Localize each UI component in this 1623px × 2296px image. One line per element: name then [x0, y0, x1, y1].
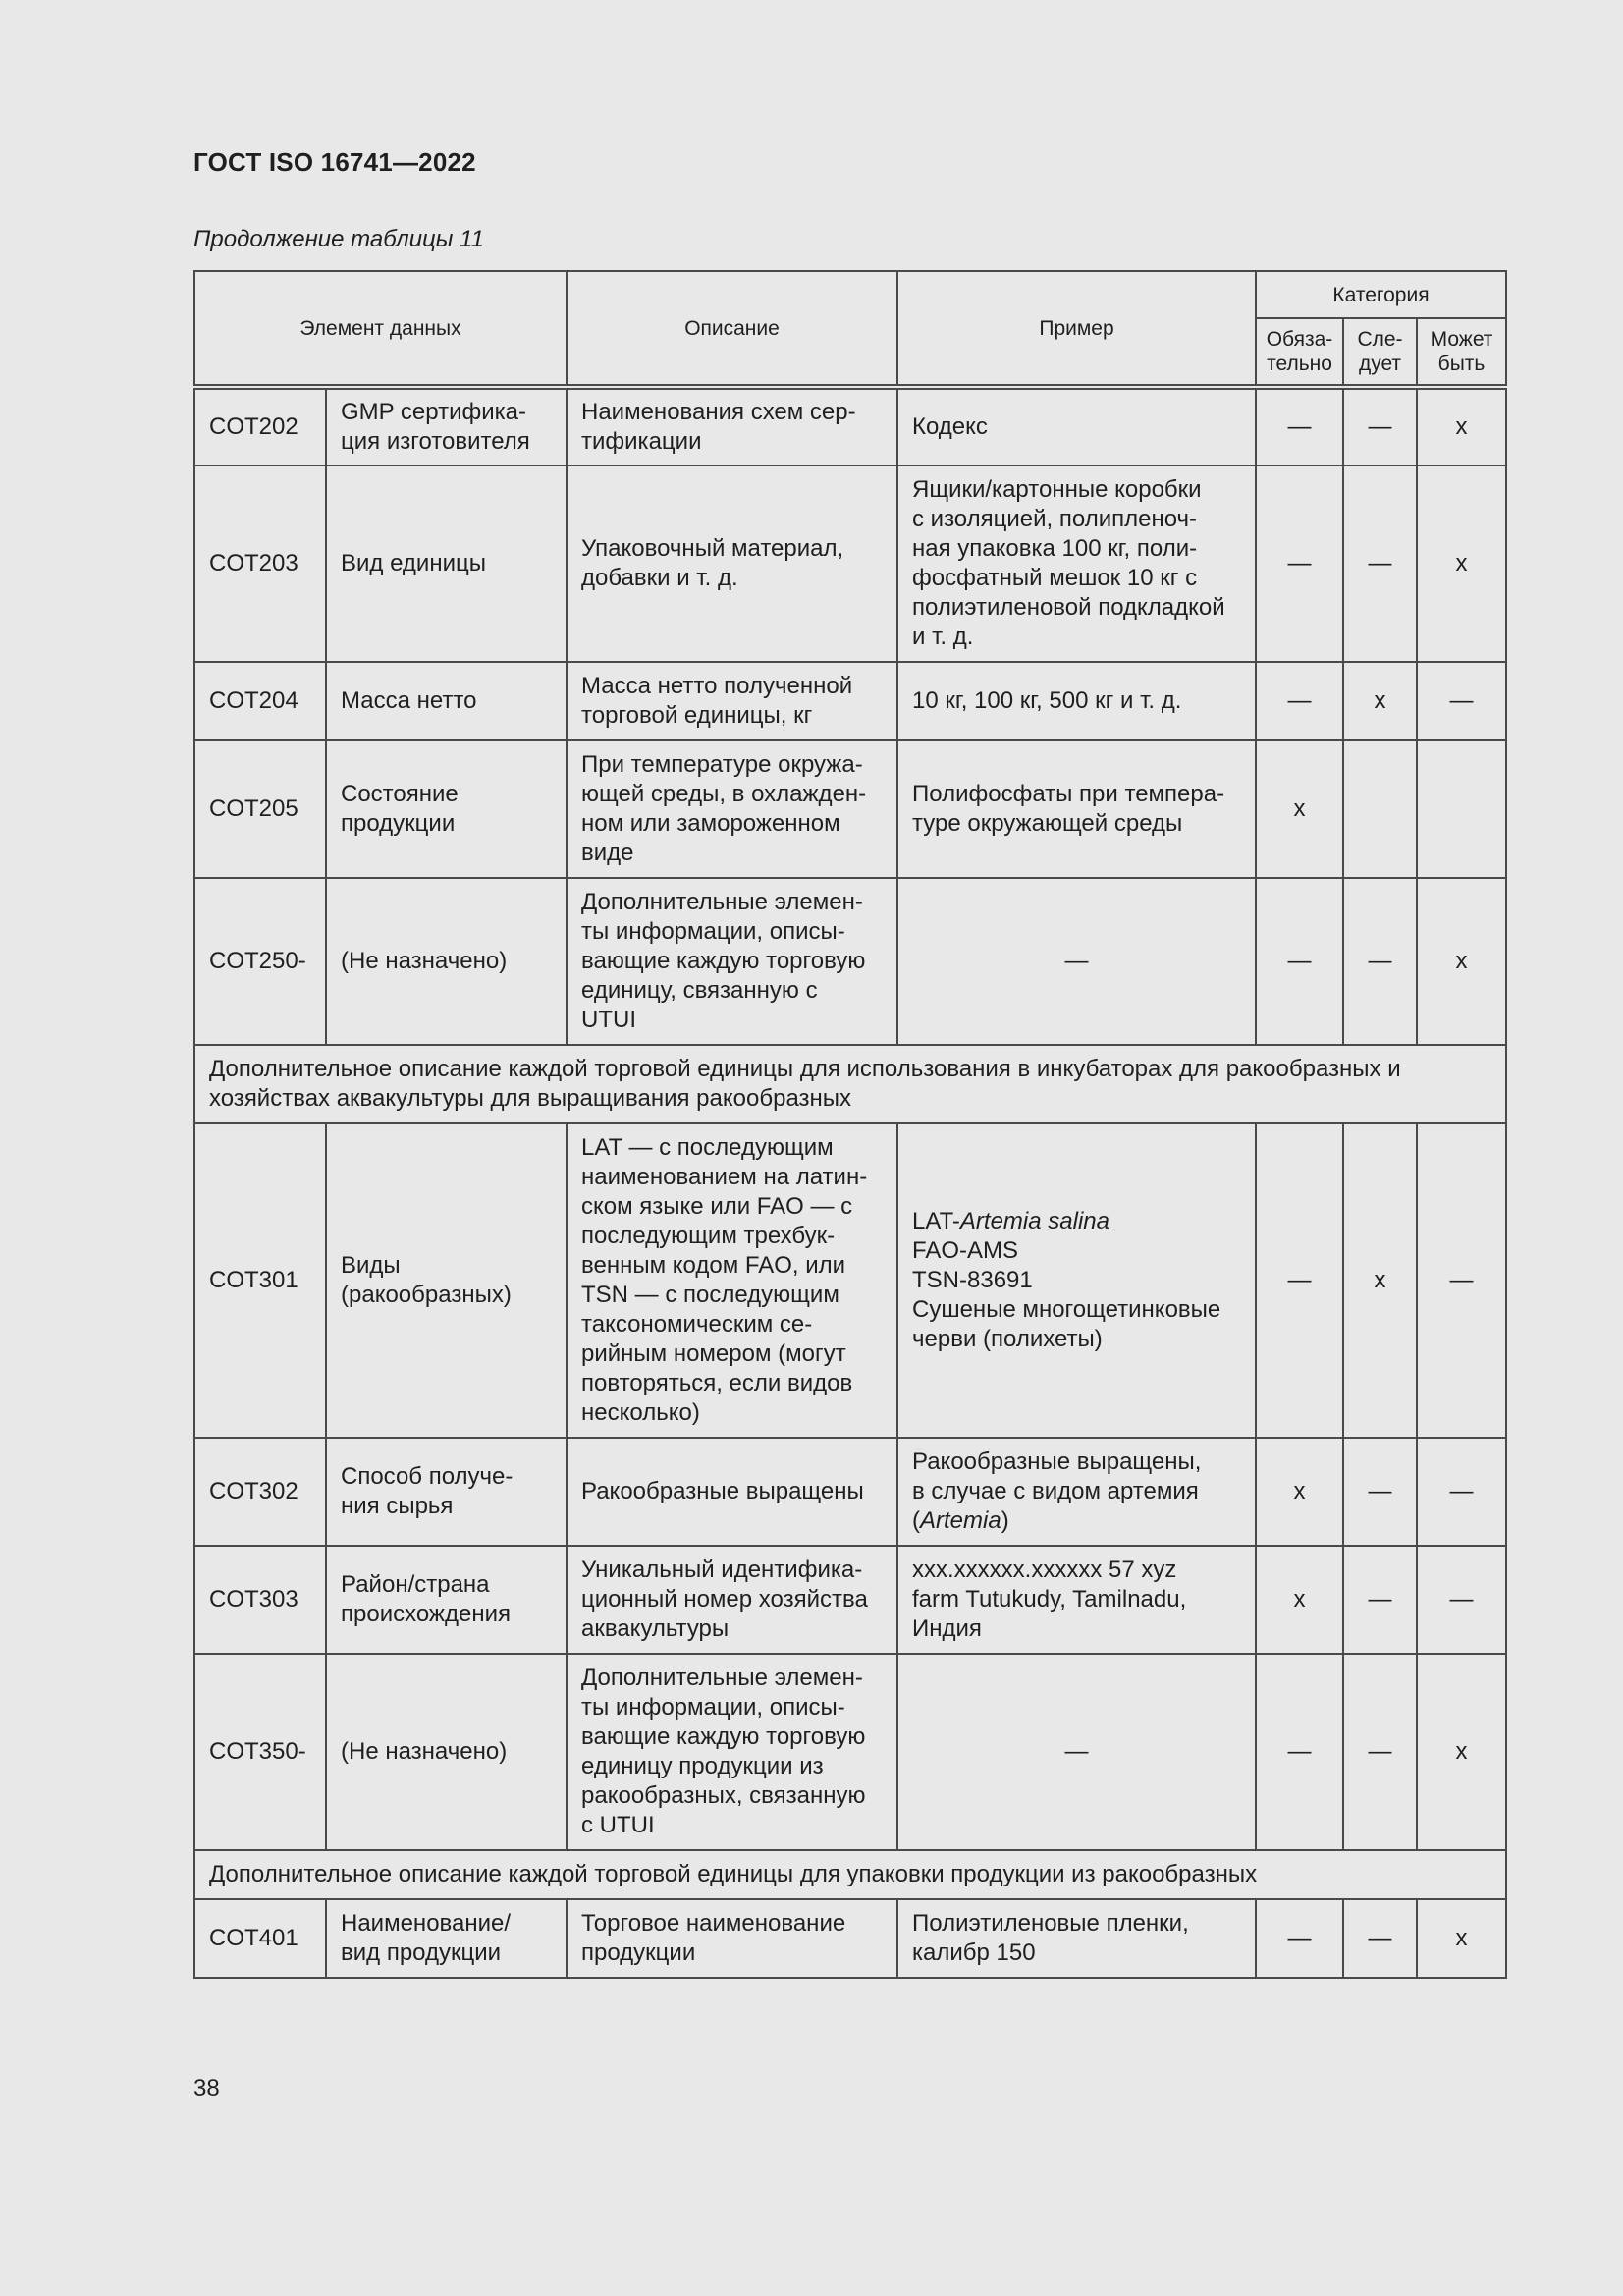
section-row [194, 1045, 1506, 1123]
row-mandatory: x [1256, 740, 1343, 878]
table-row [194, 1899, 1506, 1978]
row-description: LAT — с последующим наименованием на латин- ском языке или FAO — с последующим трехбук- венным кодом FAO, или TSN — с последующим таксономическим се- рийным номером (могут повторяться, если видов несколько) [567, 1123, 897, 1438]
row-example: LAT-Artemia salina FAO-AMS TSN-83691 Сушеные многощетинковые черви (полихеты) [897, 1123, 1256, 1438]
header-data-element: Элемент данных [194, 271, 567, 387]
header-example: Пример [897, 271, 1256, 387]
row-name: Масса нетто [326, 662, 567, 740]
row-description: Ракообразные выращены [567, 1438, 897, 1546]
row-name: Состояние продукции [326, 740, 567, 878]
row-may: x [1417, 465, 1506, 662]
row-example: Полиэтиленовые пленки, калибр 150 [897, 1899, 1256, 1978]
row-mandatory: — [1256, 1899, 1343, 1978]
table-row [194, 878, 1506, 1045]
row-may: — [1417, 1438, 1506, 1546]
row-example: Кодекс [897, 387, 1256, 465]
row-should: — [1343, 1546, 1417, 1654]
row-example: — [897, 878, 1256, 1045]
row-may: — [1417, 1546, 1506, 1654]
row-may: x [1417, 387, 1506, 465]
row-example: 10 кг, 100 кг, 500 кг и т. д. [897, 662, 1256, 740]
table-row [194, 465, 1506, 662]
row-description: Наименования схем сер- тификации [567, 387, 897, 465]
row-example: Полифосфаты при темпера- туре окружающей среды [897, 740, 1256, 878]
table-row [194, 1654, 1506, 1850]
row-example: Ракообразные выращены, в случае с видом артемия (Artemia) [897, 1438, 1256, 1546]
row-example: — [897, 1654, 1256, 1850]
row-mandatory: — [1256, 465, 1343, 662]
table-row [194, 1438, 1506, 1546]
row-description: Упаковочный материал, добавки и т. д. [567, 465, 897, 662]
row-description: Торговое наименование продукции [567, 1899, 897, 1978]
row-may: — [1417, 1123, 1506, 1438]
row-should: — [1343, 1899, 1417, 1978]
table-row [194, 1546, 1506, 1654]
row-code: COT250- [194, 878, 326, 1045]
row-should: x [1343, 1123, 1417, 1438]
row-name: GMP сертифика- ция изготовителя [326, 387, 567, 465]
row-may: x [1417, 1899, 1506, 1978]
row-name: Вид единицы [326, 465, 567, 662]
row-code: COT204 [194, 662, 326, 740]
section-row [194, 1850, 1506, 1899]
table-row [194, 387, 1506, 465]
row-may [1417, 740, 1506, 878]
row-should: — [1343, 1654, 1417, 1850]
row-should: — [1343, 387, 1417, 465]
row-mandatory: x [1256, 1546, 1343, 1654]
data-elements-table [193, 270, 1507, 1979]
header-mandatory: Обяза- тельно [1256, 318, 1343, 387]
table-caption: Продолжение таблицы 11 [193, 226, 485, 252]
header-should: Сле- дует [1343, 318, 1417, 387]
row-mandatory: — [1256, 1654, 1343, 1850]
table-row [194, 662, 1506, 740]
row-should [1343, 740, 1417, 878]
row-mandatory: — [1256, 1123, 1343, 1438]
row-name: Способ получе- ния сырья [326, 1438, 567, 1546]
row-description: При температуре окружа- ющей среды, в охлажден- ном или замороженном виде [567, 740, 897, 878]
row-code: COT203 [194, 465, 326, 662]
row-example: xxx.xxxxxx.xxxxxx 57 xyz farm Tutukudy, Tamilnadu, Индия [897, 1546, 1256, 1654]
row-name: Район/страна происхождения [326, 1546, 567, 1654]
section-heading-hatcheries: Дополнительное описание каждой торговой единицы для использования в инкубаторах для ракообразных и хозяйствах аквакультуры для выращивания ракообразных [194, 1045, 1506, 1123]
table-row [194, 1123, 1506, 1438]
header-description: Описание [567, 271, 897, 387]
row-description: Масса нетто полученной торговой единицы, кг [567, 662, 897, 740]
header-may: Может быть [1417, 318, 1506, 387]
header-category: Категория [1256, 271, 1506, 318]
row-name: Наименование/ вид продукции [326, 1899, 567, 1978]
row-code: COT350- [194, 1654, 326, 1850]
table-row [194, 740, 1506, 878]
row-should: — [1343, 1438, 1417, 1546]
row-should: x [1343, 662, 1417, 740]
row-may: — [1417, 662, 1506, 740]
row-should: — [1343, 878, 1417, 1045]
row-may: x [1417, 878, 1506, 1045]
page-number: 38 [193, 2075, 220, 2102]
row-name: (Не назначено) [326, 878, 567, 1045]
row-code: COT401 [194, 1899, 326, 1978]
document-standard-title: ГОСТ ISO 16741—2022 [193, 147, 476, 177]
row-description: Дополнительные элемен- ты информации, описы- вающие каждую торговую единицу, связанную с UTUI [567, 878, 897, 1045]
row-code: COT302 [194, 1438, 326, 1546]
row-may: x [1417, 1654, 1506, 1850]
row-mandatory: — [1256, 662, 1343, 740]
row-mandatory: — [1256, 878, 1343, 1045]
row-code: COT205 [194, 740, 326, 878]
row-should: — [1343, 465, 1417, 662]
section-heading-packaging: Дополнительное описание каждой торговой единицы для упаковки продукции из ракообразных [194, 1850, 1506, 1899]
row-code: COT202 [194, 387, 326, 465]
row-mandatory: — [1256, 387, 1343, 465]
row-name: Виды (ракообразных) [326, 1123, 567, 1438]
row-code: COT301 [194, 1123, 326, 1438]
row-name: (Не назначено) [326, 1654, 567, 1850]
row-description: Уникальный идентифика- ционный номер хозяйства аквакультуры [567, 1546, 897, 1654]
row-mandatory: x [1256, 1438, 1343, 1546]
row-example: Ящики/картонные коробки с изоляцией, полипленоч- ная упаковка 100 кг, поли- фосфатный мешок 10 кг с полиэтиленовой подкладкой и т. д. [897, 465, 1256, 662]
row-description: Дополнительные элемен- ты информации, описы- вающие каждую торговую единицу продукции из ракообразных, связанную с UTUI [567, 1654, 897, 1850]
row-code: COT303 [194, 1546, 326, 1654]
